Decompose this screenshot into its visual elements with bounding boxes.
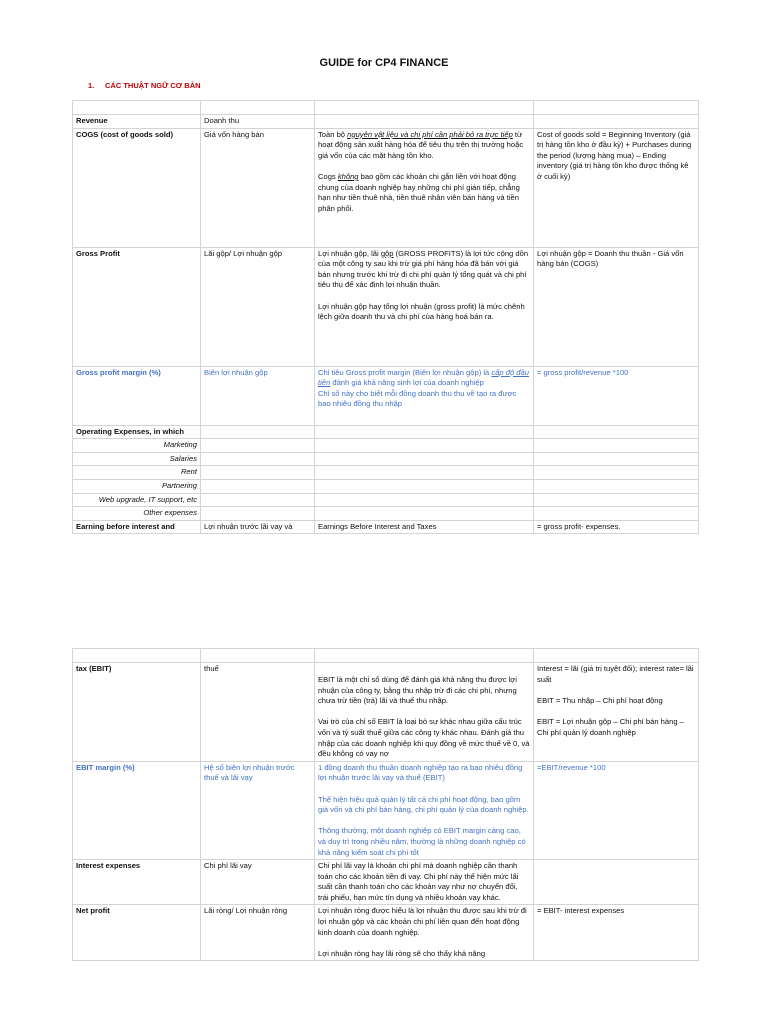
table-row	[73, 466, 699, 480]
term-cell: Earning before interest and	[73, 520, 201, 534]
formula-cell: = gross profit/revenue *100	[534, 366, 699, 425]
section-title: CÁC THUẬT NGỮ CƠ BẢN	[105, 81, 201, 90]
formula-cell: = EBIT- interest expenses	[534, 905, 699, 961]
term-cell: EBIT margin (%)	[73, 761, 201, 859]
table-row	[73, 439, 699, 453]
vietnamese-term-cell: thuế	[201, 663, 315, 762]
table-row	[73, 479, 699, 493]
formula-cell: Lợi nhuận gộp = Doanh thu thuần - Giá vốn hàng bán (COGS)	[534, 247, 699, 366]
section-heading	[88, 81, 201, 91]
description-cell: Earnings Before Interest and Taxes	[315, 520, 534, 534]
underlined-phrase: gộp	[380, 248, 394, 258]
description-cell: Lợi nhuận ròng được hiểu là lợi nhuận thu được sau khi trừ đi lợi nhuận gộp và các khoản chi phí liên quan đến hoạt động kinh doanh của doanh nghiệp. Lợi nhuận ròng hay lãi ròng sẽ cho thấy khả năng	[315, 905, 534, 961]
expense-item: Partnering	[73, 479, 201, 493]
table-row	[73, 115, 699, 129]
term-cell: Revenue	[73, 115, 201, 129]
document-title: GUIDE for CP4 FINANCE	[319, 57, 449, 69]
underlined-phrase: nguyên vật liệu và chi phí cần phải bỏ ra trực tiếp	[347, 129, 513, 139]
description-cell: Toàn bộ nguyên vật liệu và chi phí cần phải bỏ ra trực tiếp từ hoạt động sản xuất hàng hóa để tiêu thụ trên thị trường hoặc giá vốn của các mặt hàng tồn kho. Cogs không bao gồm các khoản chi gắn liền với hoạt động chung của doanh nghiệp hay những chi phí gián tiếp, chẳng hạn như tiền thuê nhà, tiền thuê nhân viên bán hàng và tiền phân phối.	[315, 128, 534, 247]
expense-item: Web upgrade, IT support, etc	[73, 493, 201, 507]
table-row	[73, 128, 699, 247]
table-row	[73, 493, 699, 507]
vietnamese-term-cell: Lãi ròng/ Lợi nhuận ròng	[201, 905, 315, 961]
term-cell: Gross Profit	[73, 247, 201, 366]
description-cell: Lợi nhuận gộp, lãi gộp (GROSS PROFITS) là lợi tức cộng dồn của một công ty sau khi trừ giá phí hàng hóa đã bán với giá bán nhưng trước khi trừ đi chi phí quản lý tổng quát và chi phí tiêu thụ để xác định lợi nhuận thuần. Lợi nhuận gộp hay tổng lợi nhuận (gross profit) là mức chênh lệch giữa doanh thu và chi phí của hàng hoá bán ra.	[315, 247, 534, 366]
term-cell: Operating Expenses, in which	[73, 425, 201, 439]
table-row	[73, 663, 699, 762]
term-cell: Net profit	[73, 905, 201, 961]
table-row	[73, 507, 699, 521]
table-header-row	[73, 649, 699, 663]
terms-table-part-1	[72, 100, 699, 534]
section-number: 1.	[88, 81, 95, 90]
table-row	[73, 247, 699, 366]
underlined-phrase: không	[337, 171, 359, 181]
expense-item: Rent	[73, 466, 201, 480]
formula-cell: Cost of goods sold = Beginning Inventory (giá trị hàng tồn kho ở đầu kỳ) + Purchases during the period (lượng hàng mua) – Ending inventory (giá trị hàng tồn kho được thống kê ở cuối kỳ)	[534, 128, 699, 247]
vietnamese-term-cell: Hệ số biên lợi nhuận trước thuế và lãi vay	[201, 761, 315, 859]
table-row	[73, 452, 699, 466]
term-cell: Gross profit margin (%)	[73, 366, 201, 425]
table-header-row	[73, 101, 699, 115]
vietnamese-term-cell: Biên lợi nhuận gộp	[201, 366, 315, 425]
description-cell: Chi phí lãi vay là khoản chi phí mà doanh nghiệp cần thanh toán cho các khoản tiền đi vay. Chi phí này thể hiện mức lãi suất cần thanh toán cho các khoản vay như nợ chuyển đổi, trái phiếu, hạn mức tín dụng và nhiều khoản vay khác.	[315, 860, 534, 905]
formula-cell: Interest = lãi (giá trị tuyệt đối); interest rate= lãi suất EBIT = Thu nhập – Chi phí hoạt động EBIT = Lợi nhuận gộp – Chi phí bán hàng – Chi phí quản lý doanh nghiệp	[534, 663, 699, 762]
vietnamese-term-cell: Lãi gộp/ Lợi nhuận gộp	[201, 247, 315, 366]
table-row	[73, 761, 699, 859]
table-row	[73, 520, 699, 534]
description-cell: 1 đồng doanh thu thuần doanh nghiệp tạo ra bao nhiêu đồng lợi nhuận trước lãi vay và thuế (EBIT) Thể hiện hiệu quả quản lý tất cả chi phí hoạt động, bao gồm giá vốn và chi phí bán hàng, chi phí quản lý của doanh nghiệp. Thông thường, một doanh nghiệp có EBIT margin càng cao, và duy trì trong nhiều năm, thường là những doanh nghiệp có khả năng kiểm soát chi phí tốt	[315, 761, 534, 859]
formula-cell: = gross profit- expenses.	[534, 520, 699, 534]
term-cell: Interest expenses	[73, 860, 201, 905]
description-cell: EBIT là một chỉ số dùng để đánh giá khả năng thu được lợi nhuận của công ty, bằng thu nhập trừ đi các chi phí, nhưng chưa trừ tiền (trả) lãi và thuế thu nhập. Vai trò của chỉ số EBIT là loại bỏ sự khác nhau giữa cấu trúc vốn và tỷ suất thuế giữa các công ty khác nhau. Đánh giá thu nhập của các doanh nghiệp khi quy đồng về mức thuế về 0, và đều không có vay nợ	[315, 663, 534, 762]
expense-item: Marketing	[73, 439, 201, 453]
table-row	[73, 366, 699, 425]
description-cell: Chỉ tiêu Gross profit margin (Biên lợi nhuận gộp) là cấp độ đầu tiên đánh giá khả năng sinh lợi của doanh nghiệp Chỉ số này cho biết mỗi đồng doanh thu thu về tạo ra được bao nhiêu đồng thu nhập	[315, 366, 534, 425]
vietnamese-term-cell: Lợi nhuận trước lãi vay và	[201, 520, 315, 534]
terms-table-part-2	[72, 648, 699, 961]
underlined-phrase: cấp độ đầu tiên	[318, 367, 529, 388]
expense-item: Other expenses	[73, 507, 201, 521]
expense-item: Salaries	[73, 452, 201, 466]
term-cell: tax (EBIT)	[73, 663, 201, 762]
vietnamese-term-cell: Doanh thu	[201, 115, 315, 129]
term-cell: COGS (cost of goods sold)	[73, 128, 201, 247]
table-row	[73, 905, 699, 961]
vietnamese-term-cell: Chi phí lãi vay	[201, 860, 315, 905]
table-row	[73, 425, 699, 439]
formula-cell: =EBIT/revenue *100	[534, 761, 699, 859]
table-row	[73, 860, 699, 905]
vietnamese-term-cell: Giá vốn hàng bán	[201, 128, 315, 247]
